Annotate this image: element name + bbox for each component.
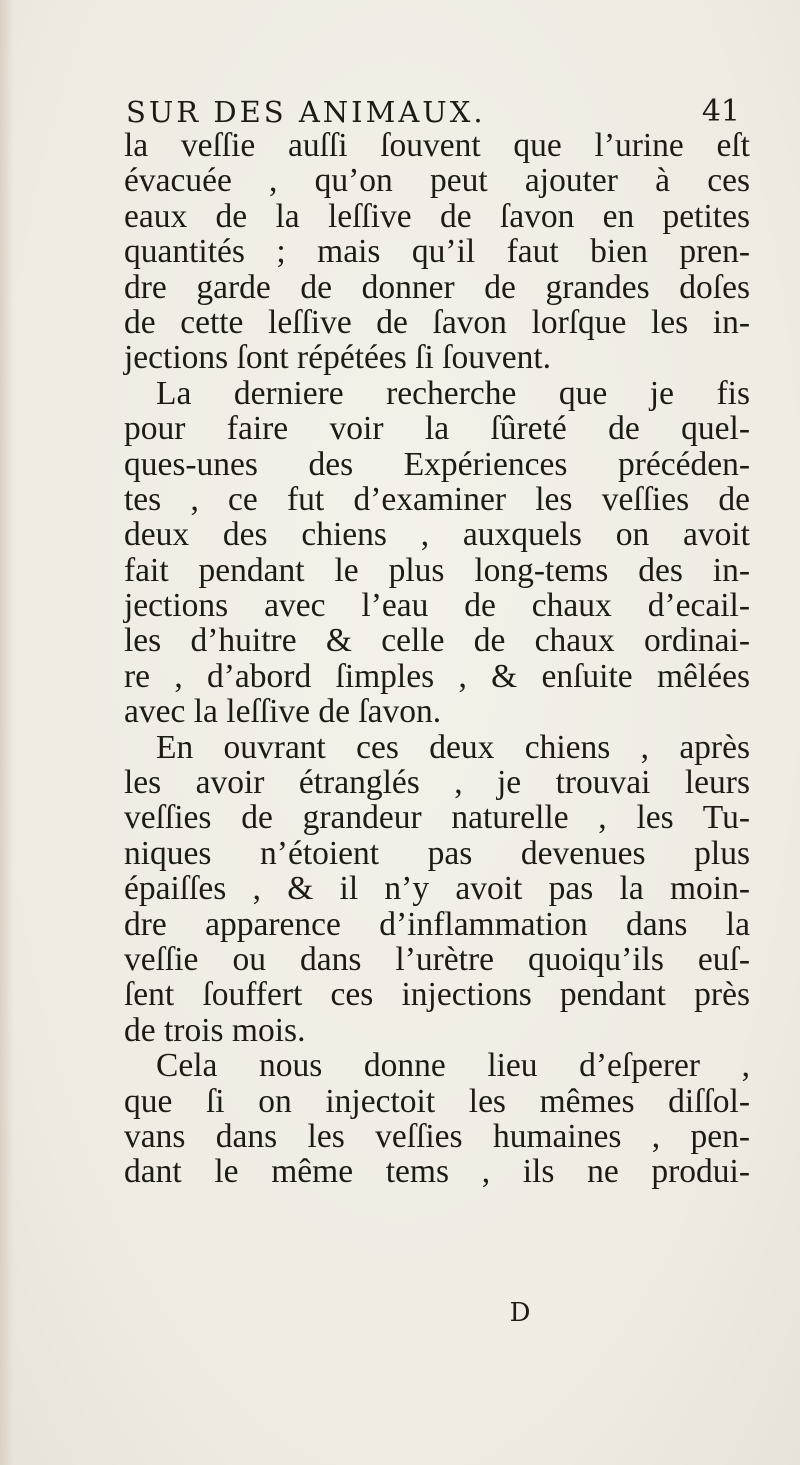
text-line: évacuée , qu’on peut ajouter à ces: [124, 162, 750, 200]
text-line: jections avec l’eau de chaux d’ecail-: [124, 587, 750, 625]
text-line: ques-unes des Expériences précéden-: [124, 445, 750, 483]
signature-mark: D: [509, 1298, 531, 1328]
text-line: re , d’abord ſimples , & enſuite mêlées: [124, 657, 750, 695]
text-line: Cela nous donne lieu d’eſperer ,: [156, 1047, 750, 1085]
text-line: dre apparence d’inflammation dans la: [124, 905, 750, 943]
running-head: SUR DES ANIMAUX.: [126, 95, 486, 129]
page-edge-shadow: [0, 0, 14, 1465]
text-line: eaux de la leſſive de ſavon en petites: [124, 197, 750, 235]
text-line: dant le même tems , ils ne produi-: [124, 1153, 750, 1191]
text-line: de cette leſſive de ſavon lorſque les in-: [124, 303, 750, 341]
page-header: [118, 92, 748, 132]
text-line: quantités ; mais qu’il faut bien pren-: [124, 233, 750, 271]
text-line: pour faire voir la ſûreté de quel-: [124, 410, 750, 448]
text-line: que ſi on injectoit les mêmes diſſol-: [124, 1082, 750, 1120]
text-line: jections ſont répétées ſi ſouvent.: [124, 339, 552, 377]
text-line: En ouvrant ces deux chiens , après: [156, 728, 750, 766]
text-line: les avoir étranglés , je trouvai leurs: [124, 764, 750, 802]
text-line: veſſie ou dans l’urètre quoiqu’ils euſ-: [124, 940, 750, 978]
text-line: ſent ſouffert ces injections pendant près: [124, 976, 750, 1014]
text-line: épaiſſes , & il n’y avoit pas la moin-: [124, 870, 750, 908]
body-text: [124, 128, 750, 1190]
text-line: niques n’étoient pas devenues plus: [124, 834, 750, 872]
page-number: 41: [701, 94, 740, 129]
text-line: fait pendant le plus long-tems des in-: [124, 551, 750, 589]
text-line: de trois mois.: [124, 1011, 306, 1049]
text-line: deux des chiens , auxquels on avoit: [124, 516, 750, 554]
text-line: La derniere recherche que je fis: [156, 374, 750, 412]
text-line: vans dans les veſſies humaines , pen-: [124, 1117, 750, 1155]
text-line: les d’huitre & celle de chaux ordinai-: [124, 622, 750, 660]
text-line: avec la leſſive de ſavon.: [124, 693, 442, 731]
text-line: la veſſie auſſi ſouvent que l’urine eſt: [124, 127, 750, 164]
text-line: dre garde de donner de grandes doſes: [124, 268, 750, 306]
text-line: veſſies de grandeur naturelle , les Tu-: [124, 799, 750, 837]
text-line: tes , ce fut d’examiner les veſſies de: [124, 480, 750, 518]
